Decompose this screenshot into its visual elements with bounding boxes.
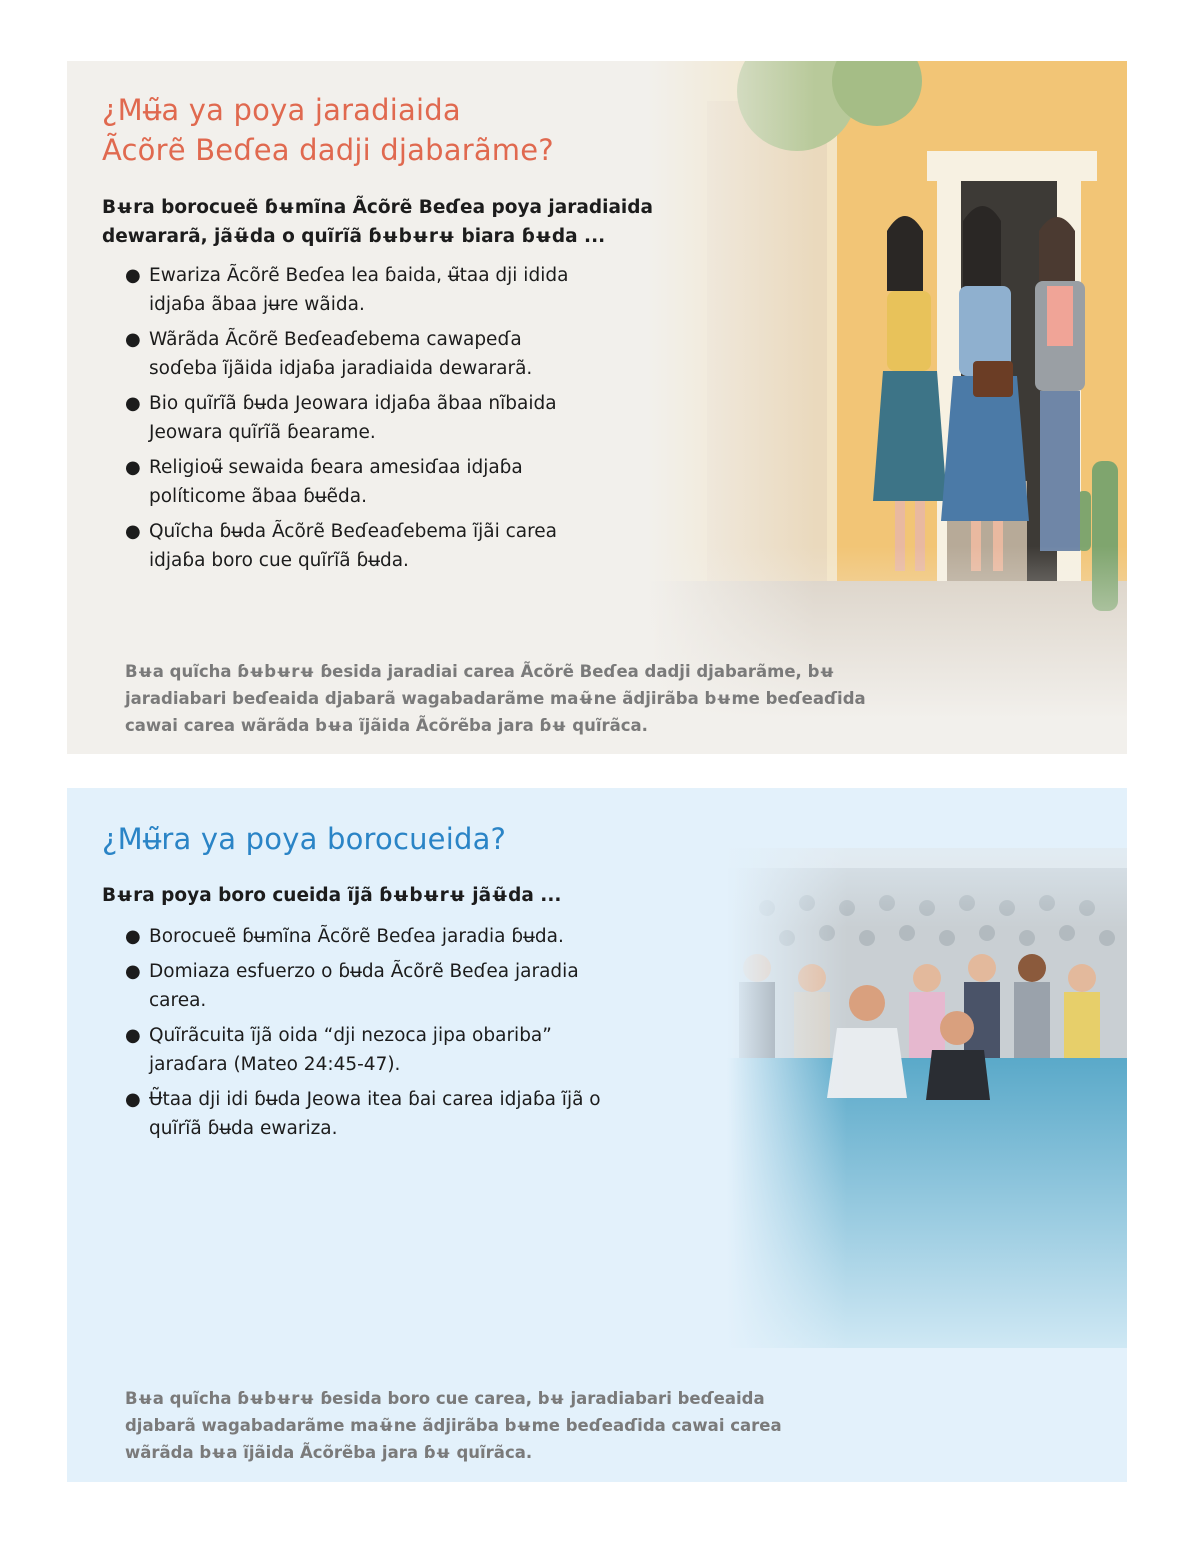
ministry-section [67, 61, 1127, 754]
section-title: ¿Mʉ̃ra ya poya borocueida? [102, 822, 507, 856]
bullet-icon: ● [125, 1089, 141, 1110]
baptism-section [67, 788, 1127, 1482]
list-item: ● Bio quĩrĩã ɓʉda Jeowara idjaɓa ãbaa nĩbaida Jeowara quĩrĩã ɓearame. [125, 389, 585, 447]
list-item: ● Wãrãda Ãcõrẽ Beɗeaɗebema cawapeɗa soɗeba ĩjãida idjaɓa jaradiaida dewararã. [125, 325, 585, 383]
list-item: ● Ʉ̃taa dji idi ɓʉda Jeowa itea ɓai carea idjaɓa ĩjã o quĩrĩã ɓʉda ewariza. [125, 1085, 605, 1143]
footnote-text: Bʉa quĩcha ɓʉbʉrʉ ɓesida jaradiai carea Ãcõrẽ Beɗea dadji djabarãme, bʉ jaradiabari beɗeaida djabarã wagabadarãme maʉ̃ne ãdjirãba bʉme beɗeaɗida cawai carea wãrãda bʉa ĩjãida Ãcõrẽba jara ɓʉ quĩrãca. [125, 662, 866, 735]
title-line-2: Ãcõrẽ Beɗea dadji djabarãme? [102, 133, 554, 167]
requirements-list [125, 261, 585, 581]
requirements-list [125, 922, 605, 1149]
bullet-icon: ● [125, 265, 141, 286]
list-item: ● Quĩrãcuita ĩjã oida “dji nezoca jipa obariba” jaraɗara (Mateo 24:45-47). [125, 1021, 605, 1079]
bullet-icon: ● [125, 926, 141, 947]
footnote-text: Bʉa quĩcha ɓʉbʉrʉ ɓesida boro cue carea, bʉ jaradiabari beɗeaida djabarã wagabadarãme maʉ̃ne ãdjirãba bʉme beɗeaɗida cawai carea wãrãda bʉa ĩjãida Ãcõrẽba jara ɓʉ quĩrãca. [125, 1389, 782, 1462]
lead-text: Bʉra borocueẽ ɓʉmĩna Ãcõrẽ Beɗea poya jaradiaida dewararã, jãʉ̃da o quĩrĩã ɓʉbʉrʉ biara ɓʉda ... [102, 197, 653, 247]
list-item: ● Domiaza esfuerzo o ɓʉda Ãcõrẽ Beɗea jaradia carea. [125, 957, 605, 1015]
bullet-icon: ● [125, 1025, 141, 1046]
title-line-1: ¿Mʉ̃a ya poya jaradiaida [102, 93, 461, 127]
lead-text: Bʉra poya boro cueida ĩjã ɓʉbʉrʉ jãʉ̃da ... [102, 885, 562, 906]
bullet-icon: ● [125, 393, 141, 414]
list-item: ● Religioʉ̃ sewaida ɓeara amesiɗaa idjaɓa políticome ãbaa ɓʉẽda. [125, 453, 585, 511]
baptism-illustration [727, 788, 1127, 1348]
women-at-doorway-illustration [647, 61, 1127, 754]
bullet-icon: ● [125, 961, 141, 982]
bullet-icon: ● [125, 521, 141, 542]
section-title [102, 90, 554, 170]
bullet-icon: ● [125, 457, 141, 478]
list-item: ● Ewariza Ãcõrẽ Beɗea lea ɓaida, ʉ̃taa dji idida idjaɓa ãbaa jʉre wãida. [125, 261, 585, 319]
list-item: ● Quĩcha ɓʉda Ãcõrẽ Beɗeaɗebema ĩjãi carea idjaɓa boro cue quĩrĩã ɓʉda. [125, 517, 585, 575]
list-item: ● Borocueẽ ɓʉmĩna Ãcõrẽ Beɗea jaradia ɓʉda. [125, 922, 605, 951]
bullet-icon: ● [125, 329, 141, 350]
